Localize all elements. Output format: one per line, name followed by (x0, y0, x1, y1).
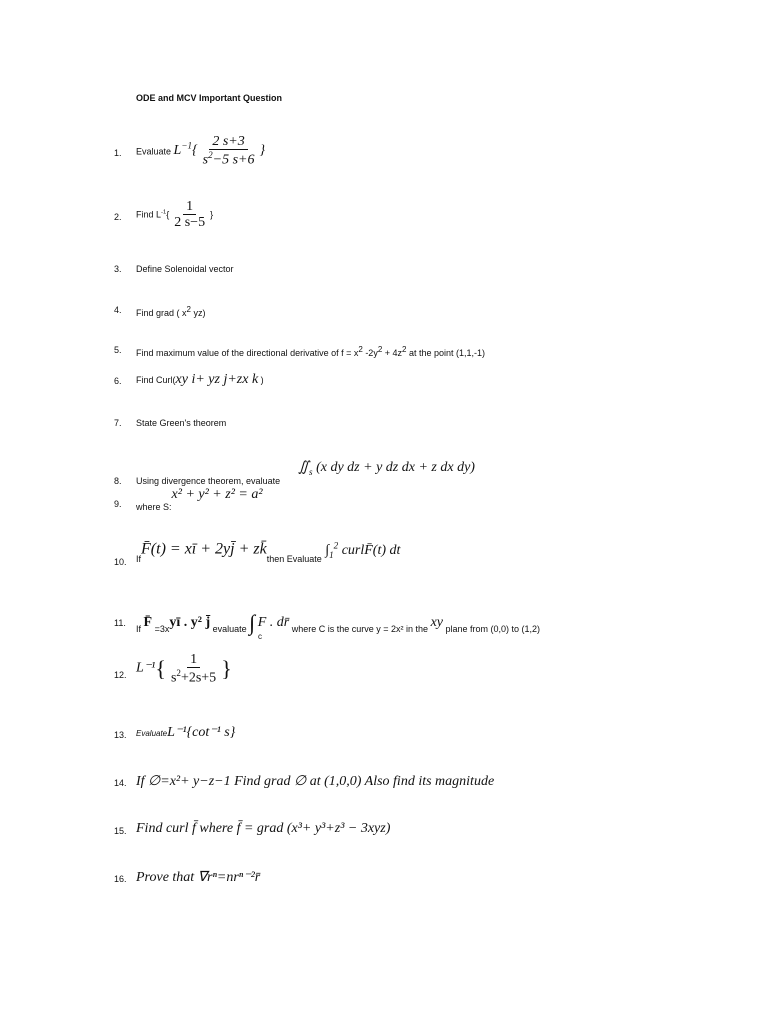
fraction (200, 134, 258, 168)
question-number: 9. (114, 499, 122, 509)
math-expression (322, 540, 401, 560)
math-expression: xy i+ yz j+zx k (175, 372, 259, 387)
question-text (136, 305, 205, 318)
math-expression: xy (430, 615, 443, 630)
question-number: 8. (114, 476, 122, 486)
question-label: Find Curl( (136, 375, 176, 385)
question-number: 7. (114, 418, 122, 428)
question-text: Define Solenoidal vector (136, 264, 234, 274)
denominator (200, 150, 258, 168)
question-text: Find $L^{-1}${ $\frac{1}{2 s-5}$ } (136, 199, 214, 231)
question-number: 2. (114, 212, 122, 222)
laplace-symbol: L (173, 143, 182, 159)
question-number: 15. (114, 826, 127, 836)
denominator-part: −5 s+6 (212, 153, 255, 169)
question-label: If (136, 553, 142, 564)
question-label: ) (260, 375, 264, 385)
question-number: 14. (114, 778, 127, 788)
math-expression (298, 459, 475, 477)
question-number: 13. (114, 730, 127, 740)
question-label: Find grad ( x (136, 308, 187, 318)
question-number: 4. (114, 305, 122, 315)
page-title: ODE and MCV Important Question (136, 93, 283, 103)
question-label: at the point (1,1,-1) (406, 348, 486, 358)
question-text: Prove that ∇rⁿ=nrⁿ⁻²r̄ (136, 870, 261, 885)
question-text: Using divergence theorem, evaluate (136, 476, 281, 486)
inverse-superscript: −1 (181, 140, 193, 151)
fraction (171, 199, 208, 231)
integral-symbol: ∫ (325, 542, 330, 558)
question-text (136, 372, 264, 388)
integral-limit: c (258, 632, 262, 641)
question-text (136, 606, 541, 635)
math-expression: F̄(t) = xī + 2yj̄ + zk̄ (141, 540, 267, 558)
denominator-part: +2s+5 (180, 671, 217, 687)
math-expression: x² + y² + z² = a² (171, 487, 263, 502)
question-text (136, 345, 485, 358)
question-label: Evaluate (136, 729, 168, 738)
numerator: 2 s+3 (209, 134, 247, 150)
question-label: =3x (152, 624, 170, 634)
question-number: 11. (114, 618, 126, 628)
question-label: evaluate (212, 624, 247, 634)
denominator (168, 668, 219, 686)
exponent: 2 (358, 345, 363, 354)
exponent: 2 (176, 668, 181, 679)
question-number: 12. (114, 670, 127, 680)
question-label: yz) (190, 308, 206, 318)
question-label: -2y (362, 348, 378, 358)
math-expression: L⁻¹ (136, 660, 156, 676)
question-text: Find curl f̄ where f̄ = grad (x³+ y³+z³ − 3xyz) (136, 821, 391, 836)
question-label: Find L (136, 209, 162, 220)
denominator: 2 s−5 (174, 215, 206, 231)
denominator-part: s (202, 153, 209, 169)
right-brace: } (221, 656, 232, 682)
question-number: 1. (114, 148, 122, 158)
question-label: If (136, 624, 142, 634)
math-expression: F̄ (143, 615, 153, 630)
question-text (136, 724, 235, 741)
lower-limit: 1 (329, 549, 334, 560)
question-text: State Green's theorem (136, 418, 227, 428)
question-label: plane from (0,0) to (1,2) (445, 624, 541, 634)
question-label: Find maximum value of the directional derivative of f = x (136, 348, 359, 358)
fraction (168, 652, 219, 686)
line-integral-symbol: ∫ (249, 610, 256, 635)
question-number: 10. (114, 557, 127, 567)
upper-limit: 2 (333, 540, 339, 550)
left-brace: { (155, 656, 166, 682)
question-text (136, 652, 232, 686)
question-label: where S: (136, 502, 172, 512)
question-text (136, 134, 265, 168)
integrand: (x dy dz + y dz dx + z dx dy) (312, 460, 475, 475)
question-text: If ∅=x²+ y−z−1 Find grad ∅ at (1,0,0) Also find its magnitude (136, 774, 495, 789)
question-number: 6. (114, 376, 122, 386)
denominator-part: s (170, 671, 177, 687)
numerator: 1 (187, 652, 200, 668)
question-number: 5. (114, 345, 122, 355)
question-label: where C is the curve y = 2x² in the (291, 624, 429, 634)
question-number: 3. (114, 264, 122, 274)
math-expression: yī . y² j̄ (169, 615, 211, 630)
numerator: 1 (183, 199, 196, 215)
subscript: s (309, 466, 313, 477)
math-expression: $L^{-1}${ $\frac{2 s+3}{s^2-5 s+6}$ } (173, 134, 266, 169)
double-integral-symbol: ∬ (298, 460, 310, 475)
question-label: then Evaluate (266, 553, 322, 564)
exponent: 2 (402, 345, 407, 354)
question-label: Evaluate (136, 146, 172, 157)
integrand: curlF̄(t) dt (338, 542, 401, 558)
question-label: + 4z (382, 348, 403, 358)
exponent: 2 (377, 345, 383, 354)
question-text (136, 540, 401, 564)
exponent: 2 (186, 305, 191, 314)
question-number: 16. (114, 874, 127, 884)
math-expression: F . dr̄ (257, 615, 290, 630)
question-text (136, 487, 263, 512)
inverse-superscript: -1 (161, 209, 167, 216)
math-expression: L⁻¹{cot⁻¹ s} (167, 725, 236, 740)
exponent: 2 (208, 150, 213, 161)
